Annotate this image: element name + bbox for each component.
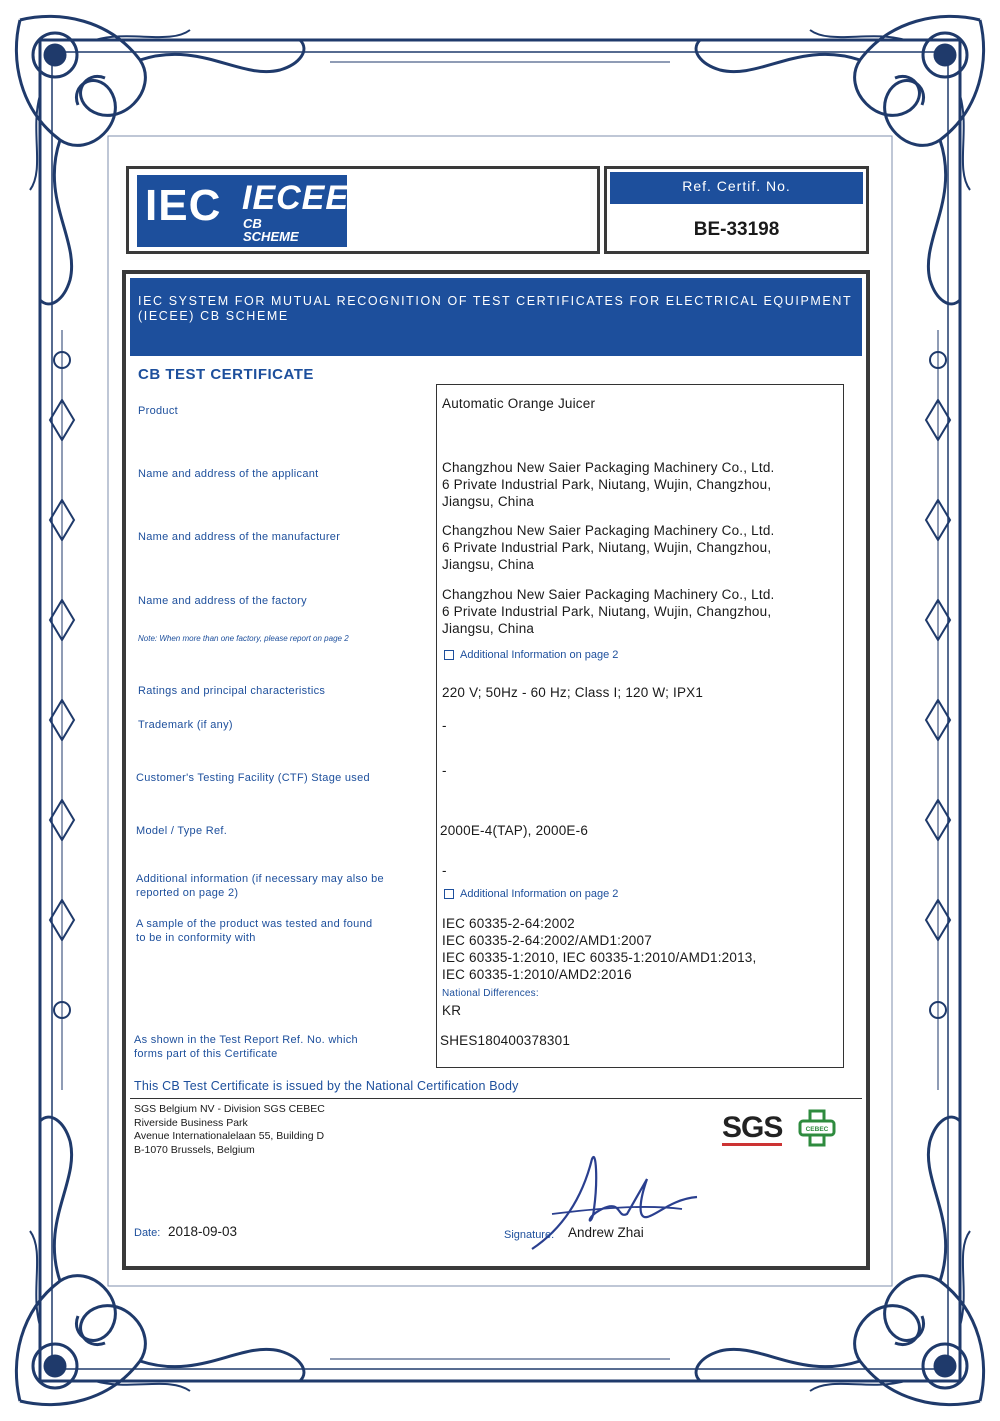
- date-label: Date:: [134, 1227, 161, 1239]
- trademark-label: Trademark (if any): [138, 719, 233, 731]
- signature-label: Signature:: [504, 1229, 555, 1241]
- model-label: Model / Type Ref.: [136, 825, 228, 837]
- ctf-value: -: [442, 763, 447, 778]
- product-value: Automatic Orange Juicer: [442, 396, 596, 411]
- additional-info-checkbox[interactable]: [444, 888, 618, 900]
- product-label: Product: [138, 405, 179, 417]
- sgs-logo: SGS: [722, 1111, 783, 1144]
- logo-header: [126, 166, 600, 254]
- address-line: B-1070 Brussels, Belgium: [134, 1143, 255, 1156]
- scheme-text: SCHEME: [243, 229, 299, 244]
- address-line: 6 Private Industrial Park, Niutang, Wujin, Changzhou,: [442, 477, 772, 492]
- factory-label: Name and address of the factory: [138, 595, 307, 607]
- conformity-label: [136, 917, 372, 945]
- model-value: 2000E-4(TAP), 2000E-6: [440, 823, 589, 838]
- report-label: [134, 1033, 358, 1061]
- address-line: Jiangsu, China: [442, 494, 535, 509]
- iec-logo: [137, 175, 350, 247]
- factory-value: [442, 586, 774, 637]
- applicant-value: [442, 459, 774, 510]
- factory-note: Note: When more than one factory, please report on page 2: [138, 634, 349, 643]
- address-line: Jiangsu, China: [442, 621, 535, 636]
- factory-additional-checkbox[interactable]: [444, 649, 618, 661]
- applicant-label: Name and address of the applicant: [138, 468, 319, 480]
- report-label-line: As shown in the Test Report Ref. No. which: [134, 1034, 358, 1046]
- address-line: Avenue Internationalelaan 55, Building D: [134, 1130, 325, 1142]
- standard-line: IEC 60335-1:2010/AMD2:2016: [442, 967, 632, 982]
- certificate-title: CB TEST CERTIFICATE: [138, 366, 314, 383]
- address-line: SGS Belgium NV - Division SGS CEBEC: [134, 1103, 325, 1115]
- checkbox-icon: [444, 650, 454, 660]
- reference-box: [604, 166, 869, 254]
- report-label-line: forms part of this Certificate: [134, 1048, 278, 1060]
- certificate-body: [122, 270, 870, 1270]
- cb-text: CB: [243, 216, 262, 231]
- ncb-section: [130, 1098, 862, 1262]
- ratings-label: Ratings and principal characteristics: [138, 685, 326, 697]
- iecee-logo-text: IECEE: [242, 179, 350, 217]
- signature-mark: [522, 1139, 712, 1259]
- standard-line: IEC 60335-2-64:2002/AMD1:2007: [442, 933, 652, 948]
- ratings-value: 220 V; 50Hz - 60 Hz; Class I; 120 W; IPX1: [442, 685, 704, 700]
- date-value: 2018-09-03: [168, 1224, 238, 1239]
- cebec-logo: [798, 1109, 836, 1147]
- national-differences-value: KR: [442, 1003, 462, 1018]
- additional-label-line: reported on page 2): [136, 887, 239, 899]
- cebec-text: CEBEC: [805, 1126, 829, 1133]
- signature-name: Andrew Zhai: [568, 1225, 644, 1240]
- issued-by: This CB Test Certificate is issued by the National Certification Body: [134, 1079, 519, 1093]
- manufacturer-value: [442, 522, 774, 573]
- checkbox-label: Additional Information on page 2: [460, 649, 619, 661]
- checkbox-icon: [444, 889, 454, 899]
- address-line: Jiangsu, China: [442, 557, 535, 572]
- iec-logo-text: IEC: [145, 181, 222, 230]
- conformity-label-line: to be in conformity with: [136, 932, 256, 944]
- address-line: Changzhou New Saier Packaging Machinery Co., Ltd.: [442, 587, 775, 602]
- ref-label: Ref. Certif. No.: [610, 172, 863, 204]
- manufacturer-label: Name and address of the manufacturer: [138, 531, 341, 543]
- checkbox-label: Additional Information on page 2: [460, 888, 619, 900]
- report-value: SHES180400378301: [440, 1033, 571, 1048]
- address-line: 6 Private Industrial Park, Niutang, Wujin, Changzhou,: [442, 604, 772, 619]
- address-line: Riverside Business Park: [134, 1116, 248, 1129]
- address-line: Changzhou New Saier Packaging Machinery Co., Ltd.: [442, 523, 775, 538]
- address-line: 6 Private Industrial Park, Niutang, Wujin, Changzhou,: [442, 540, 772, 555]
- additional-value: -: [442, 863, 447, 878]
- standard-line: IEC 60335-2-64:2002: [442, 916, 575, 931]
- ncb-address: [134, 1103, 325, 1157]
- additional-label: [136, 872, 384, 900]
- trademark-value: -: [442, 718, 447, 733]
- ref-number: BE-33198: [693, 219, 780, 240]
- national-differences-label: National Differences:: [442, 988, 539, 999]
- additional-label-line: Additional information (if necessary may also be: [136, 873, 384, 885]
- conformity-label-line: A sample of the product was tested and found: [136, 918, 373, 930]
- standard-line: IEC 60335-1:2010, IEC 60335-1:2010/AMD1:2013,: [442, 950, 757, 965]
- conformity-value: [442, 915, 756, 1019]
- cb-scheme-text: [243, 217, 299, 243]
- system-title: IEC SYSTEM FOR MUTUAL RECOGNITION OF TEST CERTIFICATES FOR ELECTRICAL EQUIPMENT (IECEE) CB SCHEME: [130, 278, 862, 356]
- address-line: Changzhou New Saier Packaging Machinery Co., Ltd.: [442, 460, 775, 475]
- ctf-label: Customer's Testing Facility (CTF) Stage used: [136, 772, 370, 784]
